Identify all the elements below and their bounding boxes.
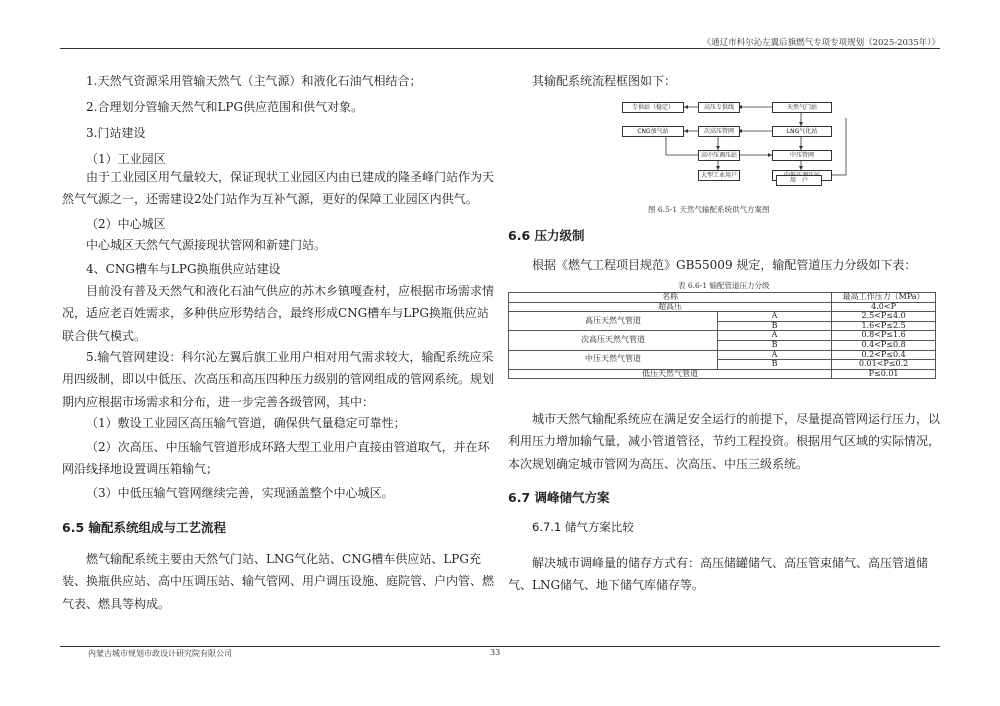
paragraph: 中心城区天然气气源接现状管网和新建门站。 <box>86 238 327 252</box>
section-heading-6-6: 6.6 压力级制 <box>508 228 585 243</box>
table-cell: 0.01<P≤0.2 <box>832 360 936 370</box>
subsection-heading-6-7-1: 6.7.1 储气方案比较 <box>532 520 634 534</box>
diagram-box: 次高压管网 <box>698 126 740 137</box>
diagram-box: 高压专供线 <box>698 102 740 113</box>
paragraph: 燃气输配系统主要由天然气门站、LNG气化站、CNG槽车供应站、LPG充装、换瓶供应站、高中压调压站、输气管网、用户调压设施、庭院管、户内管、燃气表、燃具等构成。 <box>62 552 495 611</box>
paragraph: 其输配系统流程框图如下： <box>532 74 677 88</box>
table-cell: 中压天然气管道 <box>509 350 718 369</box>
page-number: 33 <box>490 648 501 657</box>
table-head-cell: 最高工作压力（MPa） <box>832 293 936 303</box>
diagram-box: 中压管网 <box>772 150 832 161</box>
section-heading-6-5: 6.5 输配系统组成与工艺流程 <box>62 520 226 535</box>
paragraph: （2）中心城区 <box>86 217 166 231</box>
diagram-box: CNG加气站 <box>622 126 684 137</box>
flow-diagram <box>616 98 856 208</box>
figure-caption: 图 6.5-1 天然气输配系统供气方案图 <box>648 205 770 214</box>
paragraph: 城市天然气输配系统应在满足安全运行的前提下，尽量提高管网运行压力，以利用压力增加输气量，减小管道管径，节约工程投资。根据用气区域的实际情况，本次规划确定城市管网为高压、次高压、中压三级系统。 <box>508 412 941 471</box>
table-cell: B <box>718 321 832 331</box>
table-cell: 4.0<P <box>832 302 936 312</box>
paragraph: （3）中低压输气管网继续完善，实现涵盖整个中心城区。 <box>86 486 394 500</box>
paragraph: （1）敷设工业园区高压输气管道，确保供气量稳定可靠性； <box>86 416 406 430</box>
paragraph: 1.天然气资源采用管输天然气（主气源）和液化石油气相结合； <box>86 74 422 88</box>
page-footer <box>60 646 940 658</box>
section-heading-6-7: 6.7 调峰储气方案 <box>508 490 610 505</box>
table-cell: A <box>718 331 832 341</box>
diagram-box: 专供站（稳定） <box>622 102 684 113</box>
diagram-box: 大型工业用户 <box>698 170 740 181</box>
table-header-row <box>509 293 936 303</box>
table-cell: 2.5<P≤4.0 <box>832 312 936 322</box>
footer-org: 内蒙古城市规划市政设计研究院有限公司 <box>88 649 232 658</box>
paragraph: 目前没有普及天然气和液化石油气供应的苏木乡镇嘎查村，应根据市场需求情况，适应老百姓需求，多种供应形势结合，最终形成CNG槽车与LPG换瓶供应站联合供气模式。 <box>62 284 495 343</box>
table-cell: A <box>718 350 832 360</box>
paragraph: 解决城市调峰量的储存方式有：高压储罐储气、高压管束储气、高压管道储气、LNG储气、地下储气库储存等。 <box>508 556 929 593</box>
table-row <box>509 312 936 322</box>
diagram-box: LNG气化站 <box>772 126 832 137</box>
table-cell: B <box>718 340 832 350</box>
paragraph: 根据《燃气工程项目规范》GB55009 规定，输配管道压力分级如下表： <box>532 258 917 272</box>
header-title: 《通辽市科尔沁左翼后旗燃气专项专项规划（2025-2035年）》 <box>702 38 940 48</box>
paragraph: 4、CNG槽车与LPG换瓶供应站建设 <box>86 262 281 276</box>
paragraph: 3.门站建设 <box>86 126 146 140</box>
table-cell: 1.6<P≤2.5 <box>832 321 936 331</box>
table-cell: 次高压天然气管道 <box>509 331 718 350</box>
page-header <box>60 38 940 49</box>
table-caption: 表 6.6-1 输配管道压力分级 <box>678 281 770 290</box>
table-cell: 0.8<P≤1.6 <box>832 331 936 341</box>
table-cell: B <box>718 360 832 370</box>
table-cell: 低压天然气管道 <box>509 369 832 379</box>
diagram-box: 天然气门站 <box>772 102 832 113</box>
table-cell: A <box>718 312 832 322</box>
table-cell: 0.4<P≤0.8 <box>832 340 936 350</box>
diagram-box-user: 用 户 <box>776 175 822 186</box>
paragraph: （1）工业园区 <box>86 152 166 166</box>
table-row <box>509 369 936 379</box>
table-head-cell: 名称 <box>509 293 832 303</box>
paragraph: 5.输气管网建设：科尔沁左翼后旗工业用户相对用气需求较大，输配系统应采用四级制，即以中低压、次高压和高压四种压力级别的管网组成的管网系统。规划期内应根据市场需求和分布，进一步完善各级管网，其中： <box>62 350 495 409</box>
paragraph: 由于工业园区用气量较大，保证现状工业园区内由已建成的隆圣峰门站作为天然气气源之一，还需建设2处门站作为互补气源，更好的保障工业园区内供气。 <box>62 170 495 207</box>
table-cell: 0.2<P≤0.4 <box>832 350 936 360</box>
paragraph: 2.合理划分管输天然气和LPG供应范围和供气对象。 <box>86 100 364 114</box>
table-cell: 超高压 <box>509 302 832 312</box>
table-cell: 高压天然气管道 <box>509 312 718 331</box>
pressure-table <box>508 292 936 379</box>
diagram-box: 高中压调压站 <box>698 150 740 161</box>
table-cell: P≤0.01 <box>832 369 936 379</box>
paragraph: （2）次高压、中压输气管道形成环路大型工业用户直接由管道取气，并在环网沿线择地设置调压箱输气； <box>62 440 490 477</box>
